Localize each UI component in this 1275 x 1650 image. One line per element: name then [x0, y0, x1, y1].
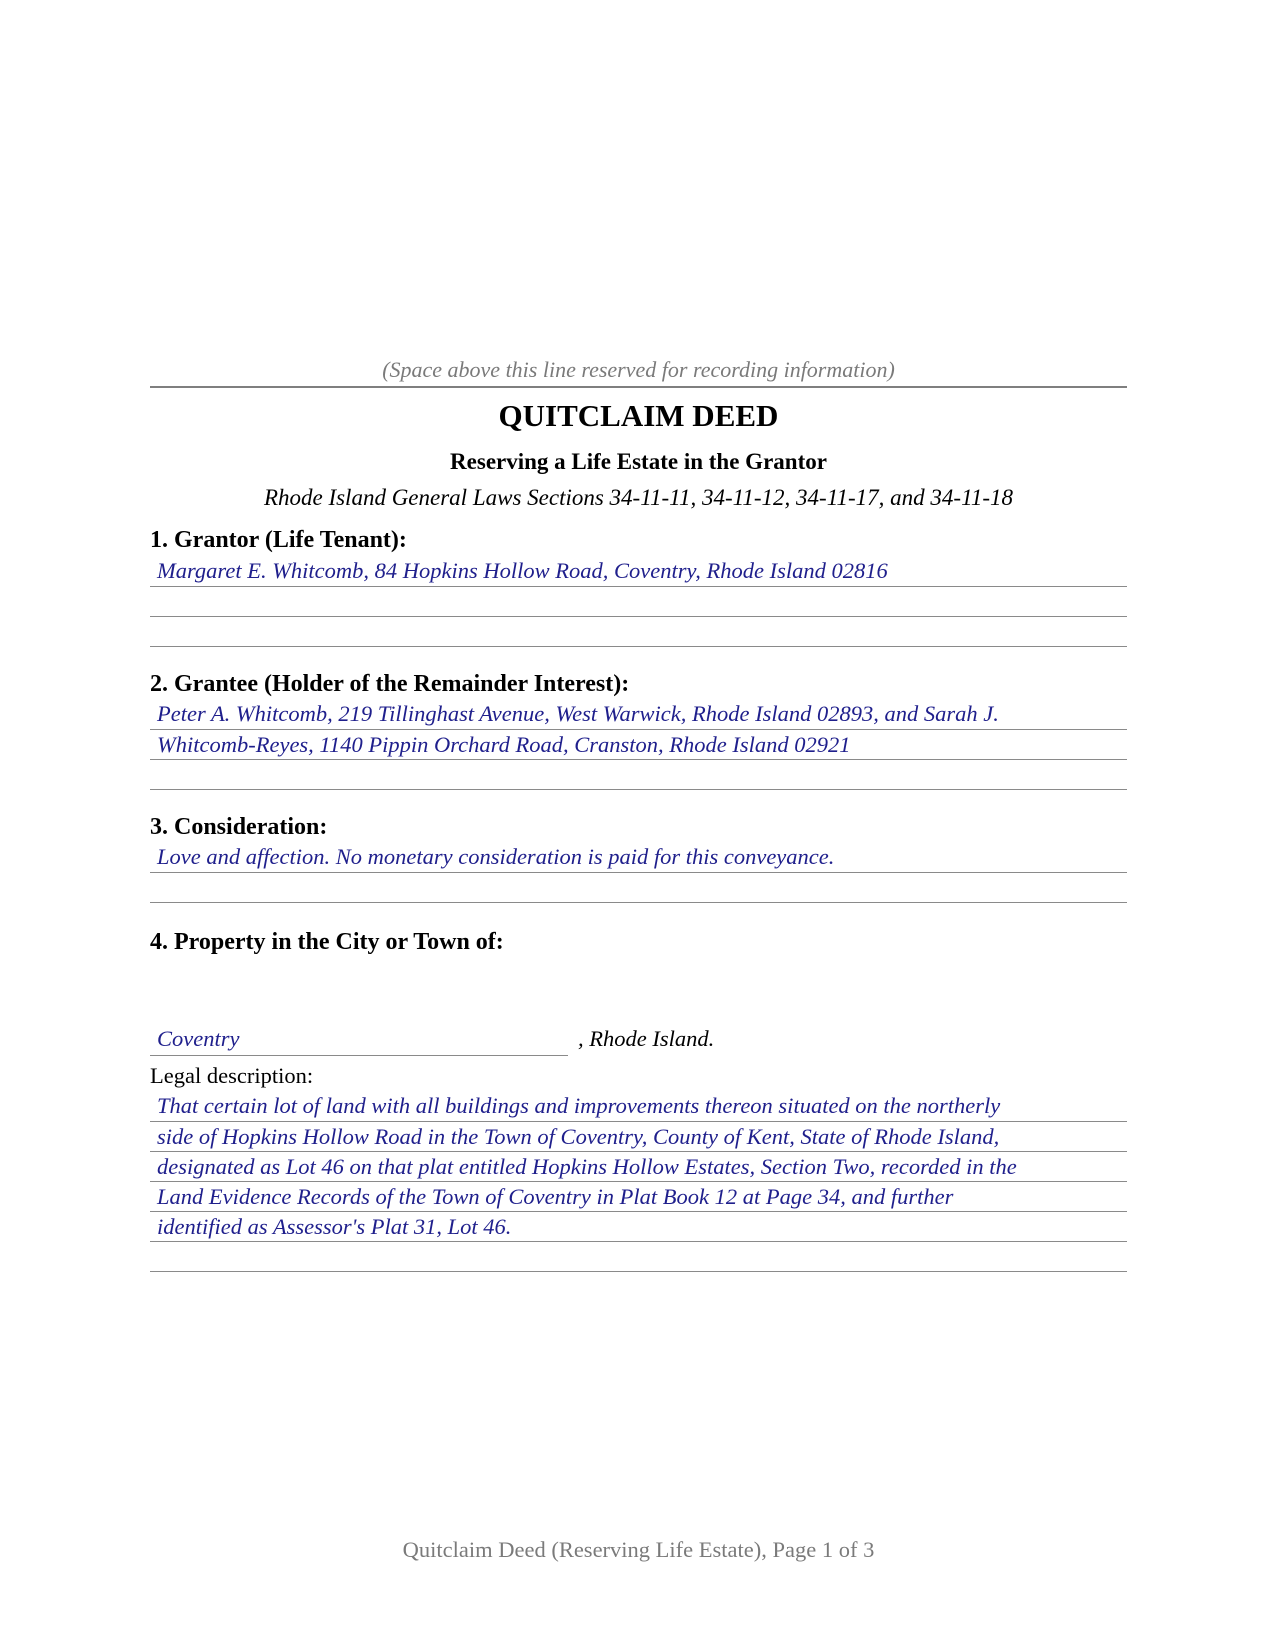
- grantor-heading: 1. Grantor (Life Tenant):: [150, 527, 407, 553]
- consideration-field[interactable]: [150, 841, 1127, 903]
- statute-reference: Rhode Island General Laws Sections 34-11-11, 34-11-12, 34-11-17, and 34-11-18: [263, 485, 1014, 510]
- legal-description-line[interactable]: designated as Lot 46 on that plat entitled Hopkins Hollow Estates, Section Two, recorded in the: [150, 1152, 1127, 1182]
- legal-description-line[interactable]: Land Evidence Records of the Town of Coventry in Plat Book 12 at Page 34, and further: [150, 1182, 1127, 1212]
- legal-description-line[interactable]: identified as Assessor's Plat 31, Lot 46.: [150, 1212, 1127, 1242]
- deed-page: [150, 0, 1127, 1650]
- grantor-line[interactable]: [150, 617, 1127, 647]
- legal-description-field[interactable]: [150, 1090, 1127, 1272]
- document-subtitle: Reserving a Life Estate in the Grantor: [450, 449, 827, 474]
- page-footer: Quitclaim Deed (Reserving Life Estate), Page 1 of 3: [402, 1537, 875, 1562]
- recording-divider: [150, 386, 1127, 388]
- consideration-line[interactable]: Love and affection. No monetary consideration is paid for this conveyance.: [150, 841, 1127, 873]
- grantee-line[interactable]: Whitcomb-Reyes, 1140 Pippin Orchard Road, Cranston, Rhode Island 02921: [150, 730, 1127, 760]
- grantor-field[interactable]: [150, 555, 1127, 647]
- property-heading: 4. Property in the City or Town of:: [150, 929, 504, 955]
- grantee-line[interactable]: Peter A. Whitcomb, 219 Tillinghast Avenue, West Warwick, Rhode Island 02893, and Sarah J.: [150, 698, 1127, 730]
- grantor-line[interactable]: [150, 587, 1127, 617]
- legal-description-line[interactable]: [150, 1242, 1127, 1272]
- legal-description-line[interactable]: side of Hopkins Hollow Road in the Town of Coventry, County of Kent, State of Rhode Island,: [150, 1122, 1127, 1152]
- grantor-line[interactable]: Margaret E. Whitcomb, 84 Hopkins Hollow Road, Coventry, Rhode Island 02816: [150, 555, 1127, 587]
- legal-description-line[interactable]: That certain lot of land with all buildings and improvements thereon situated on the northerly: [150, 1090, 1127, 1122]
- town-field[interactable]: Coventry: [150, 1022, 568, 1056]
- grantee-field[interactable]: [150, 698, 1127, 790]
- document-title: QUITCLAIM DEED: [498, 398, 779, 433]
- state-suffix: , Rhode Island.: [578, 1026, 715, 1051]
- grantee-line[interactable]: [150, 760, 1127, 790]
- legal-description-label: Legal description:: [150, 1063, 314, 1088]
- consideration-heading: 3. Consideration:: [150, 814, 328, 840]
- recording-space-note: (Space above this line reserved for recording information): [382, 357, 895, 382]
- town-row: [150, 1022, 1127, 1056]
- grantee-heading: 2. Grantee (Holder of the Remainder Interest):: [150, 671, 630, 697]
- consideration-line[interactable]: [150, 873, 1127, 903]
